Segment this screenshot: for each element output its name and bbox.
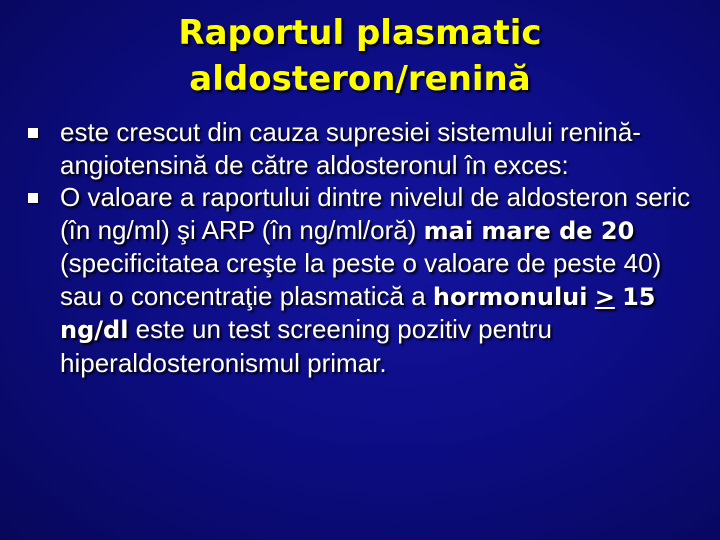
bullet-2-text-part-3: este un test screening pozitiv pentru hiperaldosteronismul primar.: [60, 314, 552, 378]
greater-equal-symbol: >: [594, 282, 615, 311]
slide-title: [0, 10, 720, 102]
bullet-2-text-part-2: (specificitatea creşte la peste o valoare de peste 40) sau o concentraţie plasmatică a: [60, 248, 662, 311]
bullet-2-text-part-1: O valoare a raportului dintre nivelul de aldosteron seric (în ng/ml) şi ARP (în ng/ml/oră): [60, 182, 691, 245]
slide-title-line-1: Raportul plasmatic: [178, 13, 542, 53]
slide-title-line-2: aldosteron/renină: [189, 59, 531, 99]
bullet-2-bold-hormone: hormonului: [432, 282, 588, 311]
bullet-item-1: [28, 116, 708, 181]
bullet-1-text: este crescut din cauza supresiei sistemului renină-angiotensină de către aldosteronul în exces:: [60, 117, 641, 180]
bullet-list: [28, 116, 708, 379]
bullet-item-2: [28, 181, 708, 379]
square-bullet-icon: [28, 193, 38, 203]
square-bullet-icon: [28, 128, 38, 138]
bullet-2-bold-threshold: mai mare de 20: [423, 216, 635, 245]
bullet-2-bold-value: 15 ng/dl: [60, 282, 656, 344]
